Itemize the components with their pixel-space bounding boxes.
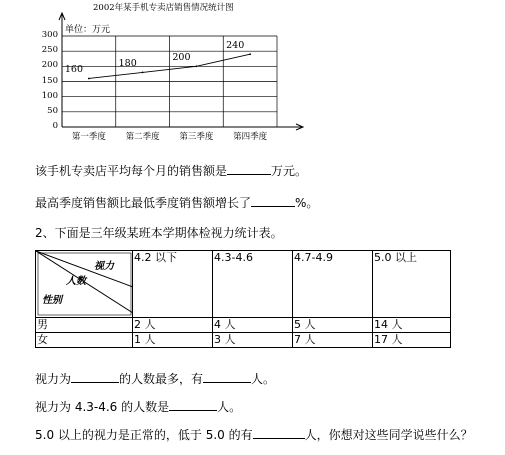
data-label: 160: [64, 64, 84, 76]
table-row: [36, 333, 451, 348]
question-most-common-vision: [35, 370, 275, 387]
question-text: 人。: [251, 372, 276, 386]
table-row: [36, 318, 451, 333]
answer-blank[interactable]: [251, 194, 295, 207]
question-text: 万元。: [271, 164, 308, 178]
row-label: 男: [36, 318, 133, 333]
question-text: 视力为: [35, 372, 72, 386]
table-cell: 7 人: [293, 333, 373, 348]
question-text: 5.0 以上的视力是正常的，低于 5.0 的有: [35, 428, 253, 442]
y-tick-label: 250: [41, 45, 58, 56]
chart-unit-label: 单位：万元: [65, 25, 111, 35]
table-cell: 2 人: [133, 318, 213, 333]
x-tick-label: 第四季度: [233, 132, 268, 142]
diagonal-header-cell: [36, 251, 133, 318]
y-tick-label: 100: [41, 90, 58, 101]
data-point: [195, 65, 197, 67]
data-point: [88, 78, 90, 80]
data-label: 200: [172, 52, 191, 64]
answer-blank[interactable]: [253, 426, 305, 439]
label-vision: 视力: [94, 261, 114, 272]
header-cell: 4.2 以下: [133, 251, 213, 318]
question-below-normal: [35, 426, 475, 442]
section-heading-vision: 2、下面是三年级某班本学期体检视力统计表。: [35, 226, 283, 240]
question-average-sales: [35, 162, 307, 179]
answer-blank[interactable]: [169, 398, 217, 411]
x-tick-label: 第一季度: [71, 132, 106, 142]
answer-blank[interactable]: [227, 162, 271, 175]
question-text: 最高季度销售额比最低季度销售额增长了: [35, 196, 252, 210]
chart-title: 2002年某手机专卖店销售情况统计图: [93, 3, 234, 13]
x-tick-label: 第二季度: [125, 132, 160, 142]
question-text: 人，你想对这些同学说些什么？: [304, 428, 473, 442]
table-cell: 14 人: [373, 318, 451, 333]
row-label: 女: [36, 333, 133, 348]
question-vision-range-count: [35, 398, 241, 415]
question-text: 的人数最多，有: [119, 372, 204, 386]
y-tick-label: 300: [41, 30, 58, 40]
y-tick-label: 200: [41, 60, 58, 71]
table-cell: 17 人: [373, 333, 451, 348]
question-text: 视力为 4.3-4.6 的人数是: [35, 400, 170, 414]
question-text: 人。: [217, 400, 242, 414]
header-cell: 5.0 以上: [373, 251, 451, 318]
answer-blank[interactable]: [203, 370, 251, 383]
data-point: [249, 53, 251, 55]
header-cell: 4.3-4.6: [213, 251, 293, 318]
data-label: 240: [226, 40, 245, 52]
y-tick-label: 0: [52, 121, 58, 131]
data-point: [142, 72, 144, 74]
y-tick-label: 50: [47, 105, 58, 116]
header-cell: 4.7-4.9: [293, 251, 373, 318]
label-gender: 性别: [42, 295, 62, 306]
table-cell: 5 人: [293, 318, 373, 333]
question-growth-rate: [35, 194, 318, 211]
table-cell: 3 人: [213, 333, 293, 348]
x-tick-label: 第三季度: [179, 132, 214, 142]
question-text: 该手机专卖店平均每个月的销售额是: [35, 164, 228, 178]
table-cell: 4 人: [213, 318, 293, 333]
answer-blank[interactable]: [71, 370, 119, 383]
data-label: 180: [118, 58, 137, 70]
y-tick-label: 150: [41, 75, 58, 86]
vision-table: [35, 250, 451, 348]
table-cell: 1 人: [133, 333, 213, 348]
label-count: 人数: [66, 276, 86, 287]
question-text: %。: [295, 196, 319, 210]
